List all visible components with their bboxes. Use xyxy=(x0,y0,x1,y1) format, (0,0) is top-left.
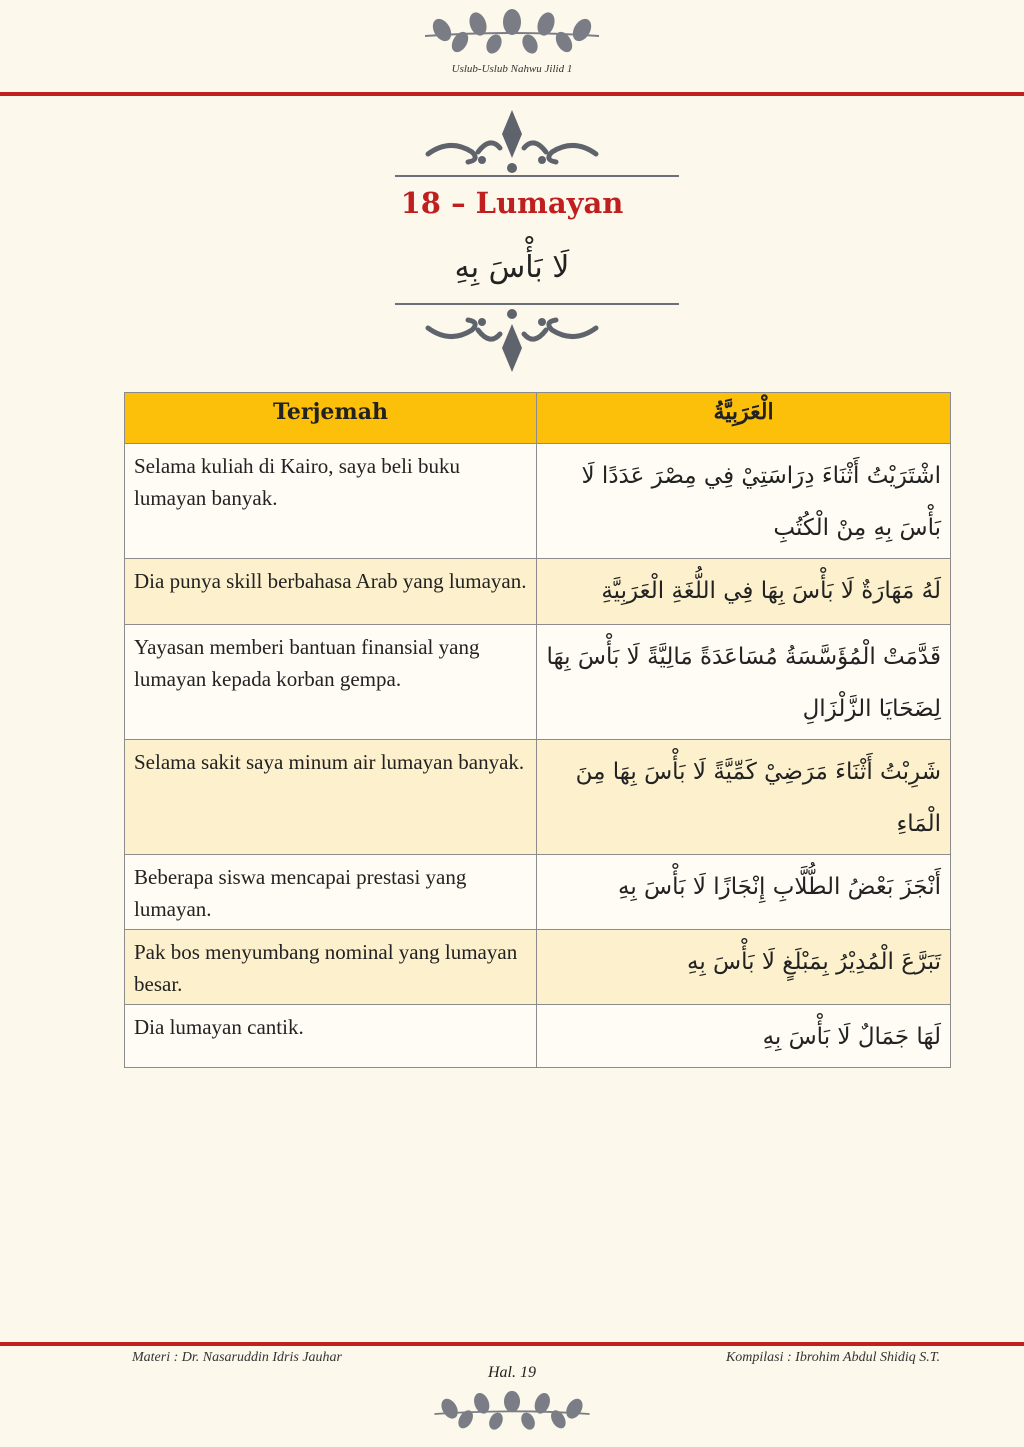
arabic-cell: شَرِبْتُ أَثْنَاءَ مَرَضِيْ كَمِّيَّةً لَا بَأْسَ بِهَا مِنَ الْمَاءِ xyxy=(537,740,951,855)
header-arabic: الْعَرَبِيَّةُ xyxy=(537,393,951,444)
table-row xyxy=(125,559,951,625)
running-header: Uslub-Uslub Nahwu Jilid 1 xyxy=(451,63,573,75)
table-row xyxy=(125,855,951,930)
title-rule-bottom xyxy=(395,303,679,305)
title-rule-top xyxy=(395,175,679,177)
arabic-cell: اشْتَرَيْتُ أَثْنَاءَ دِرَاسَتِيْ فِي مِصْرَ عَدَدًا لَا بَأْسَ بِهِ مِنْ الْكُتُبِ xyxy=(537,444,951,559)
footer-rule xyxy=(0,1342,1024,1346)
arabic-cell: لَهَا جَمَالٌ لَا بَأْسَ بِهِ xyxy=(537,1005,951,1068)
header-indonesian: Terjemah xyxy=(125,393,537,444)
chapter-arabic-title: لَا بَأْسَ بِهِ xyxy=(454,250,570,285)
page-number: Hal. 19 xyxy=(488,1364,536,1381)
translation-cell: Pak bos menyumbang nominal yang lumayan besar. xyxy=(125,930,537,1005)
translation-cell: Selama kuliah di Kairo, saya beli buku lumayan banyak. xyxy=(125,444,537,559)
table-row xyxy=(125,625,951,740)
translation-cell: Dia punya skill berbahasa Arab yang lumayan. xyxy=(125,559,537,625)
bottom-leaf-ornament-icon xyxy=(430,1388,594,1440)
arabic-cell: تَبَرَّعَ الْمُدِيْرُ بِمَبْلَغٍ لَا بَأْسَ بِهِ xyxy=(537,930,951,1005)
translation-cell: Dia lumayan cantik. xyxy=(125,1005,537,1068)
table-row xyxy=(125,1005,951,1068)
footer-kompilasi: Kompilasi : Ibrohim Abdul Shidiq S.T. xyxy=(725,1350,940,1365)
footer-materi: Materi : Dr. Nasaruddin Idris Jauhar xyxy=(132,1350,343,1365)
chapter-title: 18 – Lumayan xyxy=(400,186,624,220)
table-row xyxy=(125,930,951,1005)
translation-cell: Selama sakit saya minum air lumayan banyak. xyxy=(125,740,537,855)
phrase-table xyxy=(124,392,951,1068)
translation-cell: Yayasan memberi bantuan finansial yang lumayan kepada korban gempa. xyxy=(125,625,537,740)
title-ornament-top-icon xyxy=(420,108,604,176)
arabic-cell: لَهُ مَهَارَةٌ لَا بَأْسَ بِهَا فِي اللُّغَةِ الْعَرَبِيَّةِ xyxy=(537,559,951,625)
table-row xyxy=(125,444,951,559)
top-leaf-ornament-icon xyxy=(420,8,604,60)
header-rule xyxy=(0,92,1024,96)
table-row xyxy=(125,740,951,855)
arabic-cell: قَدَّمَتْ الْمُؤَسَّسَةُ مُسَاعَدَةً مَالِيَّةً لَا بَأْسَ بِهَا لِضَحَايَا الزَّلْزَالِ xyxy=(537,625,951,740)
title-ornament-bottom-icon xyxy=(420,306,604,374)
translation-cell: Beberapa siswa mencapai prestasi yang lumayan. xyxy=(125,855,537,930)
arabic-cell: أَنْجَزَ بَعْضُ الطُّلَّابِ إِنْجَازًا لَا بَأْسَ بِهِ xyxy=(537,855,951,930)
